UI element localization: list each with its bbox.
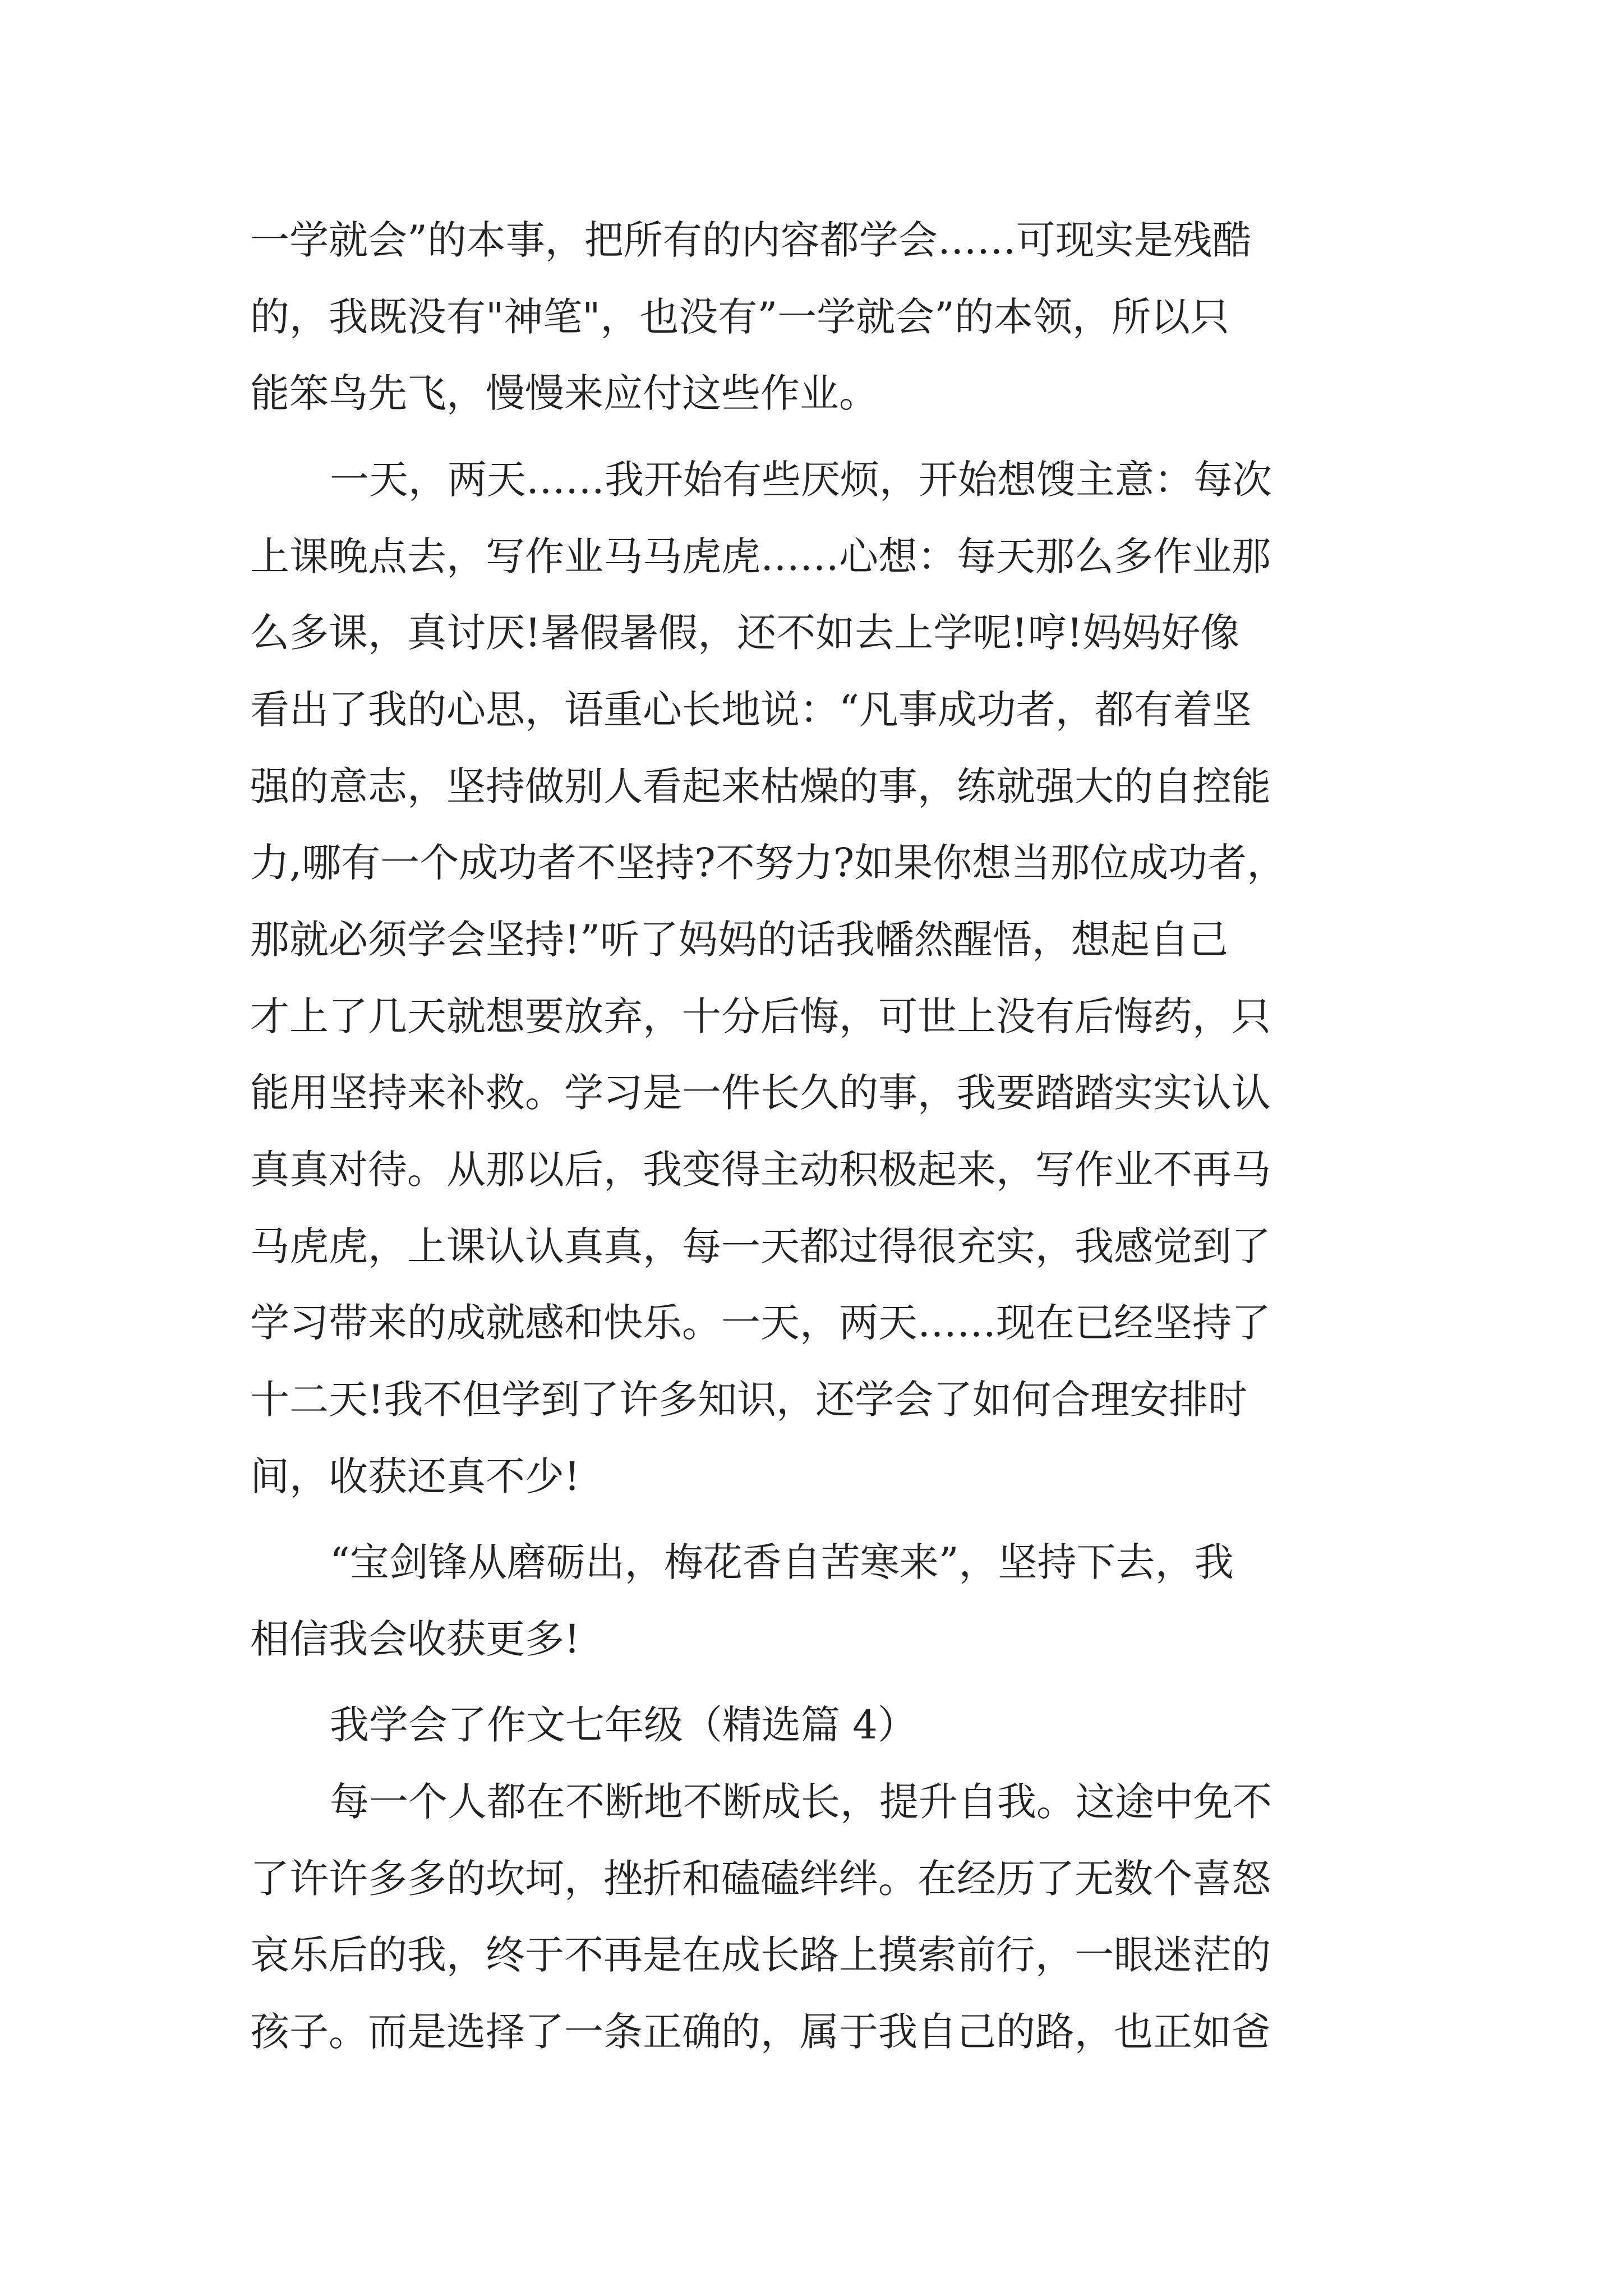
text-line: 了许许多多的坎坷，挫折和磕磕绊绊。在经历了无数个喜怒 (250, 1856, 1271, 1902)
text-line: 哀乐后的我，终于不再是在成长路上摸索前行，一眼迷茫的 (250, 1932, 1271, 1978)
text-line: 么多课，真讨厌!暑假暑假，还不如去上学呢!哼!妈妈好像 (250, 610, 1240, 656)
paragraph-start-line: “宝剑锋从磨砺出，梅花香自苦寒来”，坚持下去，我 (330, 1539, 1234, 1585)
text-line: 能用坚持来补救。学习是一件长久的事，我要踏踏实实认认 (250, 1070, 1271, 1116)
text-line: 一学就会”的本事，把所有的内容都学会……可现实是残酷 (250, 217, 1252, 263)
text-line: 孩子。而是选择了一条正确的，属于我自己的路，也正如爸 (250, 2009, 1271, 2055)
paragraph-start-line: 每一个人都在不断地不断成长，提升自我。这途中免不 (330, 1779, 1272, 1825)
text-line: 相信我会收获更多! (250, 1616, 580, 1662)
paragraph-start-line: 一天，两天……我开始有些厌烦，开始想馊主意：每次 (330, 457, 1272, 503)
text-line: 上课晚点去，写作业马马虎虎……心想：每天那么多作业那 (250, 533, 1271, 579)
section-heading: 我学会了作文七年级（精选篇 4） (330, 1702, 917, 1748)
text-line: 学习带来的成就感和快乐。一天，两天……现在已经坚持了 (250, 1300, 1271, 1346)
text-line: 马虎虎，上课认认真真，每一天都过得很充实，我感觉到了 (250, 1223, 1271, 1269)
text-line: 真真对待。从那以后，我变得主动积极起来，写作业不再马 (250, 1147, 1271, 1193)
text-line: 那就必须学会坚持!”听了妈妈的话我幡然醒悟，想起自己 (250, 917, 1228, 963)
text-line: 才上了几天就想要放弃，十分后悔，可世上没有后悔药，只 (250, 993, 1271, 1039)
text-line: 间，收获还真不少! (250, 1453, 580, 1499)
text-line: 强的意志，坚持做别人看起来枯燥的事，练就强大的自控能 (250, 763, 1271, 809)
text-line: 十二天!我不但学到了许多知识，还学会了如何合理安排时 (250, 1377, 1248, 1423)
text-line: 看出了我的心思，语重心长地说：“凡事成功者，都有着坚 (250, 687, 1252, 733)
text-line: 的，我既没有"神笔"，也没有”一学就会”的本领，所以只 (250, 294, 1229, 340)
text-line: 力,哪有一个成功者不坚持?不努力?如果你想当那位成功者， (250, 840, 1287, 886)
text-line: 能笨鸟先飞，慢慢来应付这些作业。 (250, 370, 878, 416)
